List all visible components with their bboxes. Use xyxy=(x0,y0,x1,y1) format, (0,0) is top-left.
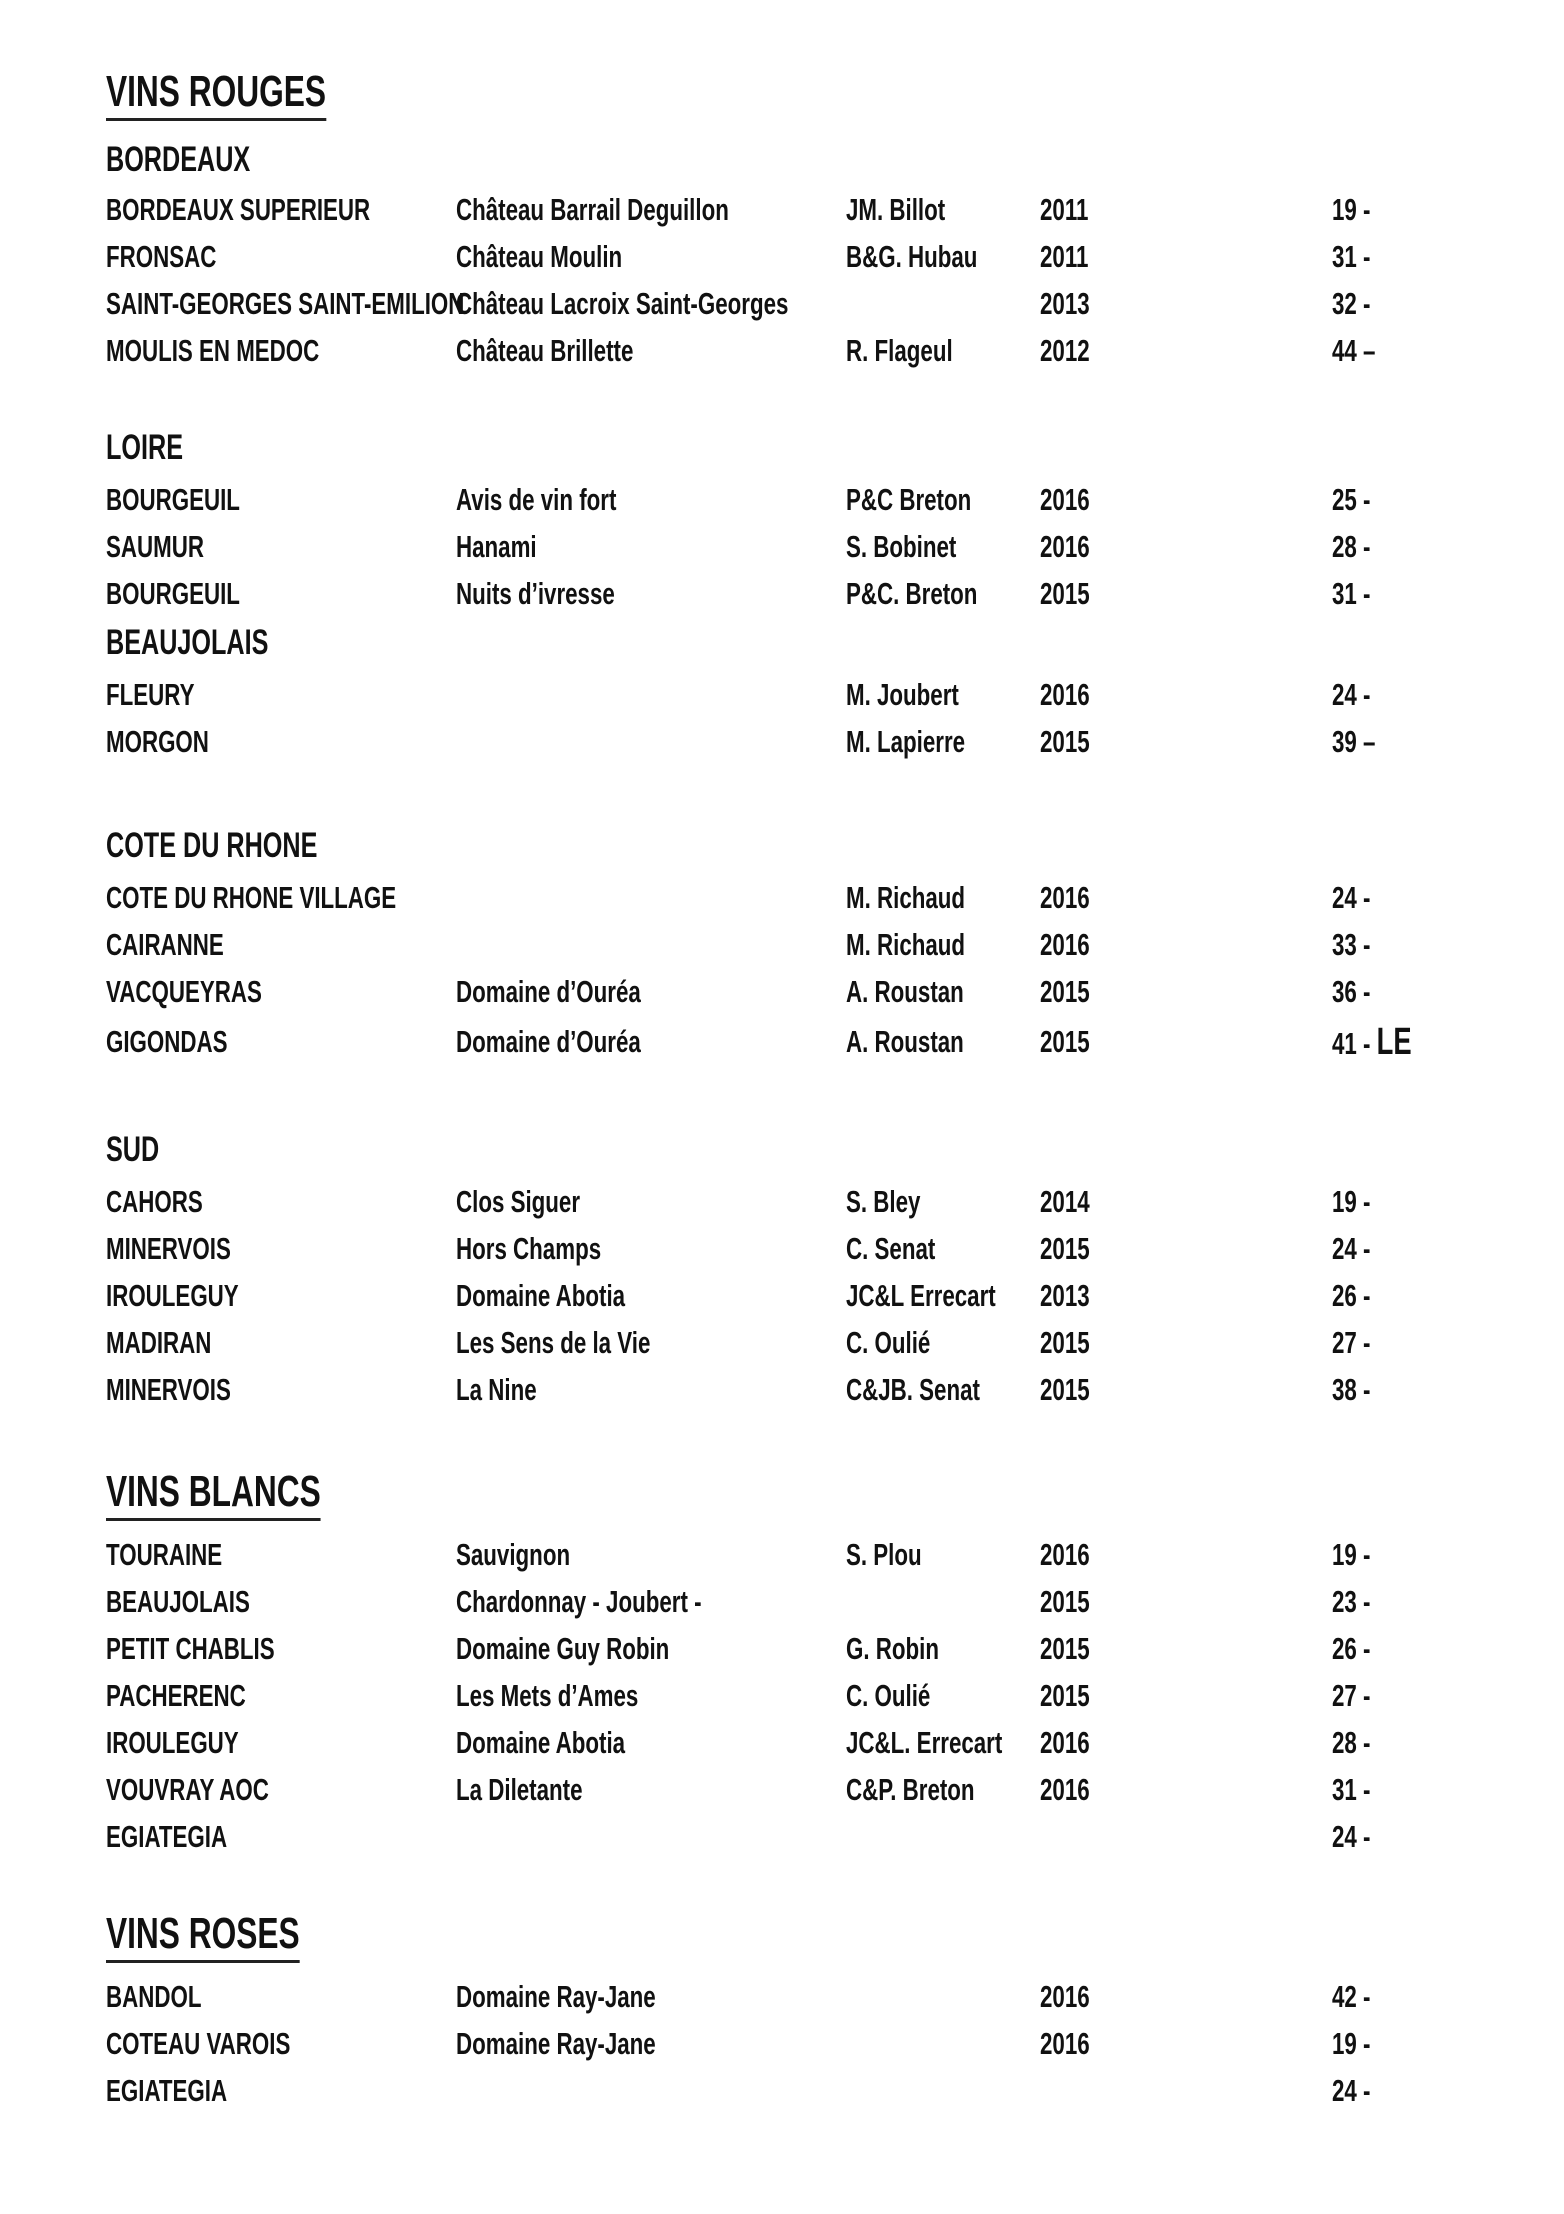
wine-name: Avis de vin fort xyxy=(456,482,617,517)
wine-row xyxy=(0,1676,1564,1716)
wine-name: Clos Siguer xyxy=(456,1184,581,1219)
producer: C. Senat xyxy=(846,1231,936,1266)
wine-row xyxy=(0,284,1564,324)
producer: P&C. Breton xyxy=(846,576,978,611)
producer: R. Flageul xyxy=(846,333,953,368)
price: 39 – xyxy=(1332,724,1376,759)
vintage: 2016 xyxy=(1040,482,1090,517)
vintage: 2012 xyxy=(1040,333,1090,368)
vintage: 2015 xyxy=(1040,576,1090,611)
price: 24 - xyxy=(1332,880,1371,915)
vintage: 2011 xyxy=(1040,192,1089,227)
section-title-vins-rouges: VINS ROUGES xyxy=(106,70,326,121)
wine-name: Sauvignon xyxy=(456,1537,571,1572)
price xyxy=(1332,1022,1412,1064)
producer: A. Roustan xyxy=(846,974,964,1009)
wine-name: Nuits d’ivresse xyxy=(456,576,615,611)
vintage: 2016 xyxy=(1040,529,1090,564)
appellation: BORDEAUX SUPERIEUR xyxy=(106,192,371,227)
appellation: IROULEGUY xyxy=(106,1725,239,1760)
wine-row xyxy=(0,1323,1564,1363)
wine-name: Domaine d’Ouréa xyxy=(456,1024,641,1059)
wine-row xyxy=(0,1977,1564,2017)
price: 28 - xyxy=(1332,529,1371,564)
wine-row xyxy=(0,925,1564,965)
price: 27 - xyxy=(1332,1678,1371,1713)
wine-row xyxy=(0,1629,1564,1669)
wine-name: Domaine Guy Robin xyxy=(456,1631,670,1666)
price-annotation: LE xyxy=(1376,1021,1412,1063)
producer: C. Oulié xyxy=(846,1325,931,1360)
appellation: FRONSAC xyxy=(106,239,217,274)
vintage: 2016 xyxy=(1040,1537,1090,1572)
wine-name: Château Barrail Deguillon xyxy=(456,192,729,227)
vintage: 2013 xyxy=(1040,286,1090,321)
producer: P&C Breton xyxy=(846,482,972,517)
vintage: 2014 xyxy=(1040,1184,1090,1219)
wine-row xyxy=(0,1535,1564,1575)
wine-row xyxy=(0,1276,1564,1316)
region-loire: LOIRE xyxy=(106,428,184,467)
producer: JC&L Errecart xyxy=(846,1278,996,1313)
appellation: FLEURY xyxy=(106,677,195,712)
wine-row xyxy=(0,527,1564,567)
appellation: MORGON xyxy=(106,724,209,759)
wine-name: Chardonnay - Joubert - xyxy=(456,1584,702,1619)
producer: C&JB. Senat xyxy=(846,1372,980,1407)
price: 42 - xyxy=(1332,1979,1371,2014)
price: 44 – xyxy=(1332,333,1376,368)
appellation: BEAUJOLAIS xyxy=(106,1584,250,1619)
vintage: 2015 xyxy=(1040,974,1090,1009)
price: 24 - xyxy=(1332,1819,1371,1854)
appellation: COTEAU VAROIS xyxy=(106,2026,291,2061)
wine-row xyxy=(0,1182,1564,1222)
wine-row xyxy=(0,675,1564,715)
section-title-vins-roses: VINS ROSES xyxy=(106,1912,300,1963)
wine-row xyxy=(0,1370,1564,1410)
price: 38 - xyxy=(1332,1372,1371,1407)
appellation: EGIATEGIA xyxy=(106,1819,228,1854)
vintage: 2016 xyxy=(1040,1725,1090,1760)
region-cote-du-rhone: COTE DU RHONE xyxy=(106,826,318,865)
vintage: 2011 xyxy=(1040,239,1089,274)
price: 19 - xyxy=(1332,192,1371,227)
wine-name: Château Moulin xyxy=(456,239,623,274)
vintage: 2016 xyxy=(1040,1772,1090,1807)
wine-name: Domaine Abotia xyxy=(456,1278,626,1313)
appellation: COTE DU RHONE VILLAGE xyxy=(106,880,397,915)
wine-name: Château Lacroix Saint-Georges xyxy=(456,286,789,321)
price: 26 - xyxy=(1332,1631,1371,1666)
price: 31 - xyxy=(1332,239,1371,274)
producer: S. Bobinet xyxy=(846,529,957,564)
vintage: 2013 xyxy=(1040,1278,1090,1313)
appellation: MINERVOIS xyxy=(106,1372,231,1407)
wine-name: Domaine Ray-Jane xyxy=(456,2026,656,2061)
price: 23 - xyxy=(1332,1584,1371,1619)
vintage: 2016 xyxy=(1040,1979,1090,2014)
vintage: 2015 xyxy=(1040,1231,1090,1266)
wine-name: Château Brillette xyxy=(456,333,634,368)
price: 19 - xyxy=(1332,1184,1371,1219)
appellation: GIGONDAS xyxy=(106,1024,228,1059)
vintage: 2015 xyxy=(1040,1584,1090,1619)
vintage: 2016 xyxy=(1040,677,1090,712)
wine-row xyxy=(0,2024,1564,2064)
wine-row xyxy=(0,1022,1564,1062)
vintage: 2015 xyxy=(1040,1325,1090,1360)
producer: C&P. Breton xyxy=(846,1772,975,1807)
wine-name: Hors Champs xyxy=(456,1231,602,1266)
appellation: PACHERENC xyxy=(106,1678,246,1713)
price: 33 - xyxy=(1332,927,1371,962)
vintage: 2015 xyxy=(1040,724,1090,759)
producer: JM. Billot xyxy=(846,192,946,227)
wine-row xyxy=(0,480,1564,520)
region-sud: SUD xyxy=(106,1130,160,1169)
price: 19 - xyxy=(1332,2026,1371,2061)
appellation: BOURGEUIL xyxy=(106,576,240,611)
wine-row xyxy=(0,1723,1564,1763)
wine-row xyxy=(0,2071,1564,2111)
wine-row xyxy=(0,1770,1564,1810)
appellation: BOURGEUIL xyxy=(106,482,240,517)
price: 31 - xyxy=(1332,1772,1371,1807)
wine-name: Les Sens de la Vie xyxy=(456,1325,651,1360)
price: 28 - xyxy=(1332,1725,1371,1760)
appellation: SAINT-GEORGES SAINT-EMILION xyxy=(106,286,465,321)
price: 27 - xyxy=(1332,1325,1371,1360)
appellation: CAHORS xyxy=(106,1184,203,1219)
vintage: 2016 xyxy=(1040,880,1090,915)
wine-row xyxy=(0,1582,1564,1622)
appellation: IROULEGUY xyxy=(106,1278,239,1313)
appellation: MADIRAN xyxy=(106,1325,212,1360)
wine-row xyxy=(0,1817,1564,1857)
vintage: 2016 xyxy=(1040,2026,1090,2061)
vintage: 2015 xyxy=(1040,1631,1090,1666)
vintage: 2015 xyxy=(1040,1372,1090,1407)
wine-name: Hanami xyxy=(456,529,537,564)
producer: M. Joubert xyxy=(846,677,959,712)
appellation: MINERVOIS xyxy=(106,1231,231,1266)
appellation: SAUMUR xyxy=(106,529,204,564)
wine-row xyxy=(0,1229,1564,1269)
appellation: VOUVRAY AOC xyxy=(106,1772,269,1807)
wine-name: La Diletante xyxy=(456,1772,583,1807)
appellation: VACQUEYRAS xyxy=(106,974,262,1009)
vintage: 2016 xyxy=(1040,927,1090,962)
producer: S. Bley xyxy=(846,1184,921,1219)
wine-row xyxy=(0,237,1564,277)
price-value: 41 - xyxy=(1332,1026,1371,1061)
appellation: BANDOL xyxy=(106,1979,202,2014)
price: 24 - xyxy=(1332,677,1371,712)
wine-name: Domaine Abotia xyxy=(456,1725,626,1760)
wine-row xyxy=(0,722,1564,762)
wine-name: Domaine Ray-Jane xyxy=(456,1979,656,2014)
price: 32 - xyxy=(1332,286,1371,321)
wine-name: Les Mets d’Ames xyxy=(456,1678,639,1713)
appellation: CAIRANNE xyxy=(106,927,224,962)
price: 36 - xyxy=(1332,974,1371,1009)
price: 24 - xyxy=(1332,2073,1371,2108)
appellation: TOURAINE xyxy=(106,1537,223,1572)
wine-name: La Nine xyxy=(456,1372,537,1407)
wine-row xyxy=(0,574,1564,614)
wine-row xyxy=(0,878,1564,918)
price: 31 - xyxy=(1332,576,1371,611)
region-beaujolais: BEAUJOLAIS xyxy=(106,623,269,662)
producer: S. Plou xyxy=(846,1537,922,1572)
section-title-vins-blancs: VINS BLANCS xyxy=(106,1470,321,1521)
appellation: EGIATEGIA xyxy=(106,2073,228,2108)
price: 26 - xyxy=(1332,1278,1371,1313)
price: 19 - xyxy=(1332,1537,1371,1572)
wine-row xyxy=(0,331,1564,371)
producer: M. Richaud xyxy=(846,880,966,915)
vintage: 2015 xyxy=(1040,1678,1090,1713)
region-bordeaux: BORDEAUX xyxy=(106,140,251,179)
producer: M. Lapierre xyxy=(846,724,966,759)
appellation: MOULIS EN MEDOC xyxy=(106,333,320,368)
producer: C. Oulié xyxy=(846,1678,931,1713)
producer: G. Robin xyxy=(846,1631,939,1666)
appellation: PETIT CHABLIS xyxy=(106,1631,275,1666)
price: 25 - xyxy=(1332,482,1371,517)
producer: A. Roustan xyxy=(846,1024,964,1059)
wine-row xyxy=(0,190,1564,230)
producer: B&G. Hubau xyxy=(846,239,978,274)
wine-name: Domaine d’Ouréa xyxy=(456,974,641,1009)
producer: JC&L. Errecart xyxy=(846,1725,1003,1760)
vintage: 2015 xyxy=(1040,1024,1090,1059)
price: 24 - xyxy=(1332,1231,1371,1266)
producer: M. Richaud xyxy=(846,927,966,962)
wine-row xyxy=(0,972,1564,1012)
